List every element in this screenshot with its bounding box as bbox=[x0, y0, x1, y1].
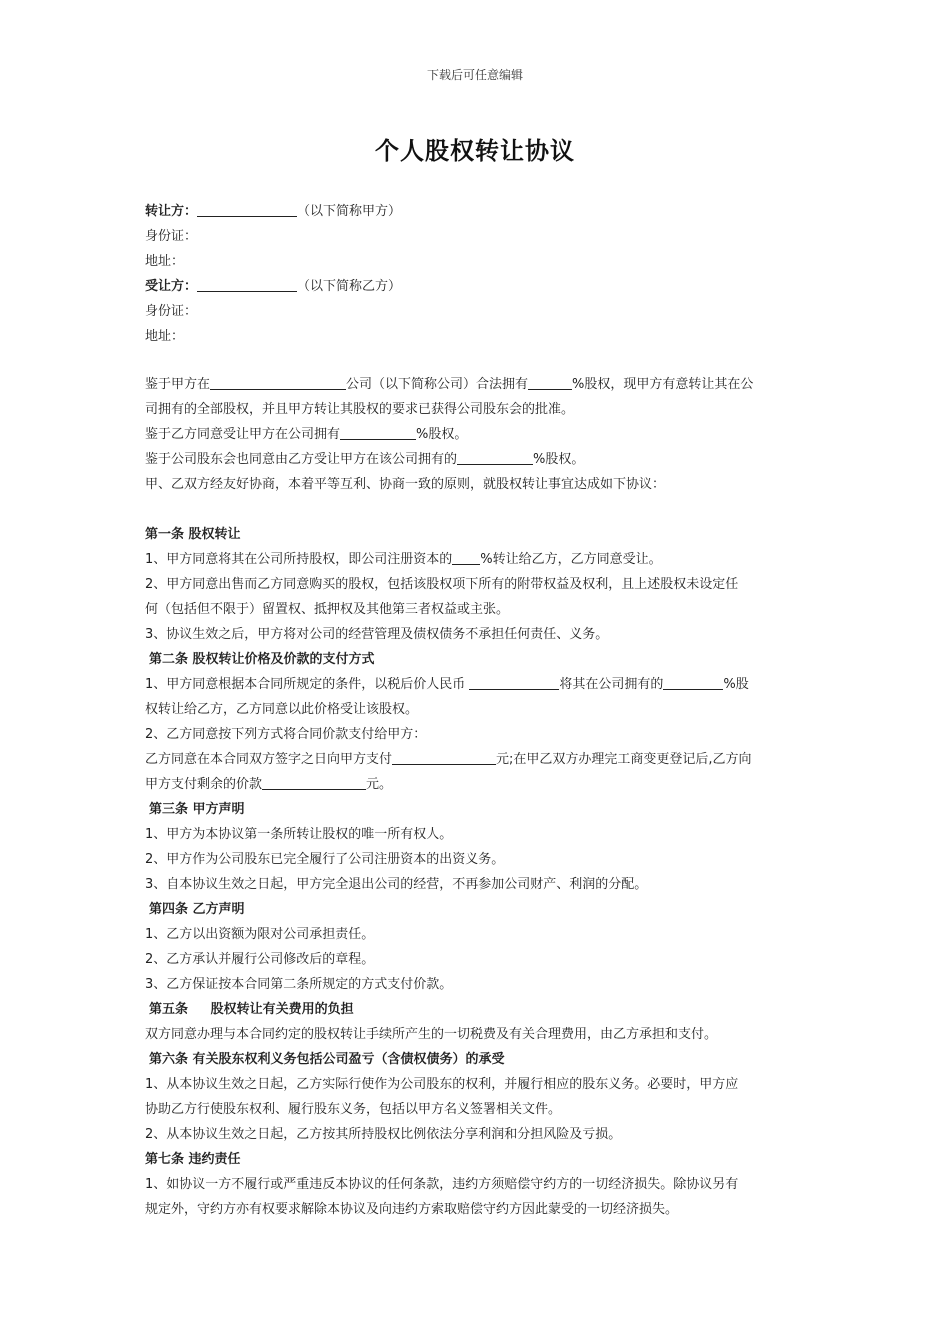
price-blank bbox=[469, 674, 559, 690]
recitals-section bbox=[145, 372, 810, 497]
recital-1-line-2: 司拥有的全部股权，并且甲方转让其股权的要求已获得公司股东会的批准。 bbox=[145, 402, 575, 417]
article-4-clause-1: 1、乙方以出资额为限对公司承担责任。 bbox=[145, 927, 375, 942]
company-name-blank bbox=[210, 374, 346, 390]
article-1-clause-2-line-1: 2、甲方同意出售而乙方同意购买的股权，包括该股权项下所有的附带权益及权利，且上述股权未设定任 bbox=[145, 577, 739, 592]
article-3-heading: 第三条 甲方声明 bbox=[149, 802, 245, 817]
article-6-clause-2: 2、从本协议生效之日起，乙方按其所持股权比例依法分享利润和分担风险及亏损。 bbox=[145, 1127, 622, 1142]
article-2-clause-3-line-1: 乙方同意在本合同双方签字之日向甲方支付 元;在甲乙双方办理完工商变更登记后,乙方向 bbox=[145, 747, 810, 772]
article-7-clause-1-line-1: 1、如协议一方不履行或严重违反本协议的任何条款，违约方须赔偿守约方的一切经济损失。除协议另有 bbox=[145, 1177, 739, 1192]
recital-2: 鉴于乙方同意受让甲方在公司拥有 %股权。 bbox=[145, 422, 810, 447]
transferor-address-line: 地址： bbox=[145, 254, 185, 269]
article-5-heading: 第五条 股权转让有关费用的负担 bbox=[149, 1002, 354, 1017]
page-title: 个人股权转让协议 bbox=[375, 137, 575, 165]
remaining-payment-blank bbox=[262, 774, 366, 790]
article-6-clause-1-line-2: 协助乙方行使股东权利、履行股东义务，包括以甲方名义签署相关文件。 bbox=[145, 1102, 562, 1117]
transferor-id-line: 身份证： bbox=[145, 229, 198, 244]
first-payment-blank bbox=[392, 749, 496, 765]
percent-blank bbox=[663, 674, 723, 690]
recital-1-line-1: 鉴于甲方在 公司（以下简称公司）合法拥有 %股权，现甲方有意转让其在公 bbox=[145, 372, 810, 397]
percent-blank bbox=[340, 424, 416, 440]
article-5-clause-1: 双方同意办理与本合同约定的股权转让手续所产生的一切税费及有关合理费用，由乙方承担和支付。 bbox=[145, 1027, 718, 1042]
transferor-name-blank bbox=[197, 201, 297, 217]
article-3-clause-3: 3、自本协议生效之日起，甲方完全退出公司的经营，不再参加公司财产、利润的分配。 bbox=[145, 877, 648, 892]
article-2-clause-1-line-2: 权转让给乙方，乙方同意以此价格受让该股权。 bbox=[145, 702, 419, 717]
recital-4: 甲、乙双方经友好协商，本着平等互利、协商一致的原则，就股权转让事宜达成如下协议： bbox=[145, 477, 666, 492]
article-4-clause-3: 3、乙方保证按本合同第二条所规定的方式支付价款。 bbox=[145, 977, 453, 992]
article-1-clause-2-line-2: 何（包括但不限于）留置权、抵押权及其他第三者权益或主张。 bbox=[145, 602, 510, 617]
article-2-heading: 第二条 股权转让价格及价款的支付方式 bbox=[149, 652, 375, 667]
article-3-clause-2: 2、甲方作为公司股东已完全履行了公司注册资本的出资义务。 bbox=[145, 852, 505, 867]
percent-blank bbox=[452, 549, 480, 565]
percent-blank bbox=[457, 449, 533, 465]
transferor-line: 转让方： （以下简称甲方） bbox=[145, 199, 810, 224]
percent-blank bbox=[528, 374, 572, 390]
article-7-clause-1-line-2: 规定外，守约方亦有权要求解除本协议及向违约方索取赔偿守约方因此蒙受的一切经济损失。 bbox=[145, 1202, 679, 1217]
article-1-heading: 第一条 股权转让 bbox=[145, 527, 241, 542]
articles-section bbox=[145, 522, 810, 1222]
article-6-heading: 第六条 有关股东权利义务包括公司盈亏（含债权债务）的承受 bbox=[149, 1052, 505, 1067]
article-4-clause-2: 2、乙方承认并履行公司修改后的章程。 bbox=[145, 952, 375, 967]
article-1-clause-3: 3、协议生效之后，甲方将对公司的经营管理及债权债务不承担任何责任、义务。 bbox=[145, 627, 609, 642]
article-7-heading: 第七条 违约责任 bbox=[145, 1152, 241, 1167]
header-note: 下载后可任意编辑 bbox=[426, 68, 523, 82]
recital-3: 鉴于公司股东会也同意由乙方受让甲方在该公司拥有的 %股权。 bbox=[145, 447, 810, 472]
article-1-clause-1: 1、甲方同意将其在公司所持股权，即公司注册资本的 %转让给乙方，乙方同意受让。 bbox=[145, 547, 810, 572]
article-6-clause-1-line-1: 1、从本协议生效之日起，乙方实际行使作为公司股东的权利，并履行相应的股东义务。必要时，甲方应 bbox=[145, 1077, 739, 1092]
transferee-line: 受让方： （以下简称乙方） bbox=[145, 274, 810, 299]
article-2-clause-3-line-2: 甲方支付剩余的价款 元。 bbox=[145, 772, 810, 797]
transferee-address-line: 地址： bbox=[145, 329, 185, 344]
transferee-name-blank bbox=[197, 276, 297, 292]
transferee-id-line: 身份证： bbox=[145, 304, 198, 319]
article-4-heading: 第四条 乙方声明 bbox=[149, 902, 245, 917]
article-3-clause-1: 1、甲方为本协议第一条所转让股权的唯一所有权人。 bbox=[145, 827, 453, 842]
parties-section bbox=[145, 199, 810, 349]
article-2-clause-2: 2、乙方同意按下列方式将合同价款支付给甲方： bbox=[145, 727, 427, 742]
article-2-clause-1-line-1: 1、甲方同意根据本合同所规定的条件，以税后价人民币 将其在公司拥有的 %股 bbox=[145, 672, 810, 697]
